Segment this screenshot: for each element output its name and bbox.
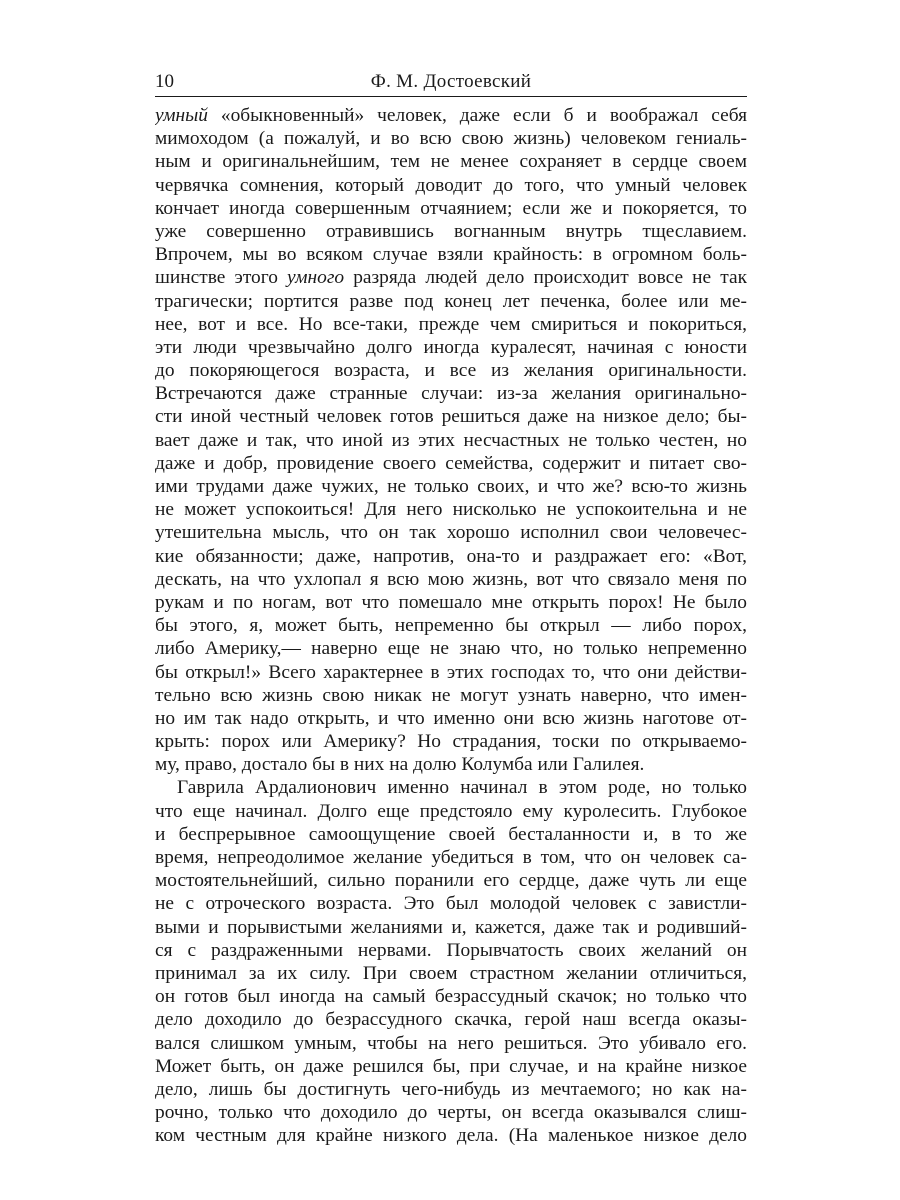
text-line [155,892,747,915]
running-title: Ф. М. Достоевский [370,71,532,92]
text-line [155,382,747,405]
text-segment: не может успокоиться! Для него нисколько не успокоительна и не [155,499,747,521]
text-line [155,475,747,498]
text-line [155,1078,747,1101]
text-line [155,429,747,452]
text-segment: время, непреодолимое желание убедиться в том, что он человек са- [155,847,747,868]
text-segment: тельно всю жизнь свою никак не могут узнать наверно, что имен- [155,684,747,706]
text-segment: даже и добр, провидение своего семейства, содержит и питает сво- [155,452,747,474]
text-segment: вался слишком умным, чтобы на него решиться. Это убивало его. [155,1032,747,1054]
text-segment: ими трудами даже чужих, не только своих, и что же? всю-то жизнь [155,476,747,497]
text-segment: дело, лишь бы достигнуть чего-нибудь из мечтаемого; но как на- [155,1078,747,1100]
text-line [155,336,747,359]
text-line [155,637,747,660]
emphasized-word: умного [287,267,345,289]
text-line [155,405,747,428]
text-line [155,684,747,707]
text-segment: ным и оригинальнейшим, тем не менее сохраняет в сердце своем [155,151,747,173]
text-segment: вает даже и так, что иной из этих несчастных не только честен, но [155,429,747,451]
text-segment: бы этого, я, может быть, непременно бы открыл — либо порох, [155,615,747,637]
paragraph [155,776,747,1147]
text-segment: мостоятельнейший, сильно поранили его сердце, даже чуть ли еще [155,870,747,892]
text-line [155,174,747,197]
text-segment: кие обязанности; даже, напротив, она-то и раздражает его: «Вот, [155,545,747,567]
text-segment: Встречаются даже странные случаи: из-за желания оригинально- [155,383,747,405]
text-segment: и беспрерывное самоощущение своей бесталанности и, в то же [155,823,747,845]
text-segment: Гаврила Ардалионович именно начинал в этом роде, но только [177,777,747,799]
text-line [155,1032,747,1055]
paragraph [155,104,747,776]
text-segment: ся с раздраженными нервами. Порывчатость своих желаний он [155,939,747,961]
text-segment: либо Америку,— наверно еще не знаю что, но только непременно [155,638,747,660]
text-line [155,800,747,823]
text-segment: разряда людей дело происходит вовсе не так [344,267,747,289]
text-segment: мимоходом (а пожалуй, и во всю свою жизнь) человеком гениаль- [155,128,747,150]
text-segment: не с отроческого возраста. Это был молодой человек с завистли- [155,893,747,915]
text-segment: ком честным для крайне низкого дела. (На маленькое низкое дело [155,1125,747,1147]
text-segment: но им так надо открыть, и что именно они всю жизнь наготове от- [155,707,747,729]
body-text [155,104,747,1147]
text-segment: сти иной честный человек готов решиться даже на низкое дело; бы- [155,406,747,428]
text-line [155,127,747,150]
text-line [155,521,747,544]
text-segment: трагически; портится разве под конец лет печенка, более или ме- [155,290,747,312]
text-line [155,753,747,776]
text-line [155,243,747,266]
text-line [155,498,747,521]
text-line [155,545,747,568]
text-segment: утешительна мысль, что он так хорошо исполнил свои человечес- [155,522,747,544]
page-number: 10 [155,71,174,92]
text-line [155,1008,747,1031]
text-segment: Впрочем, мы во всяком случае взяли крайность: в огромном боль- [155,244,747,266]
text-line [155,452,747,475]
text-segment: крыть: порох или Америку? Но страдания, тоски по открываемо- [155,731,747,753]
text-segment: Может быть, он даже решился бы, при случае, и на крайне низкое [155,1055,747,1077]
text-segment: червячка сомнения, который доводит до того, что умный человек [155,174,747,196]
text-segment: рукам и по ногам, вот что помешало мне открыть порох! Не было [155,591,747,613]
text-line [155,962,747,985]
text-line [155,939,747,962]
text-line [155,823,747,846]
text-segment: нее, вот и все. Но все-таки, прежде чем смириться и покориться, [155,313,747,335]
text-line [155,313,747,336]
header-rule [155,96,747,97]
text-line [155,104,747,127]
text-line [155,846,747,869]
text-line [155,661,747,684]
text-line [155,985,747,1008]
text-segment: он готов был иногда на самый безрассудный скачок; но только что [155,986,747,1008]
text-line [155,220,747,243]
text-line [155,1055,747,1078]
text-segment: рочно, только что доходило до черты, он всегда оказывался слиш- [155,1102,747,1124]
text-line [155,869,747,892]
text-segment: до покоряющегося возраста, и все из желания оригинальности. [155,360,747,382]
emphasized-word: умный [155,105,208,126]
text-segment: эти люди чрезвычайно долго иногда куралесят, начиная с юности [155,336,747,358]
text-segment: шинстве этого [155,267,288,289]
text-line [155,707,747,730]
text-segment: что еще начинал. Долго еще предстояло ему куролесить. Глубокое [155,800,747,822]
running-head [155,70,747,94]
text-line [155,776,747,799]
text-line [155,1124,747,1147]
text-segment: кончает иногда совершенным отчаянием; если же и покоряется, то [155,197,747,219]
text-segment: «обыкновенный» человек, даже если б и воображал себя [207,105,747,126]
text-line [155,916,747,939]
text-line [155,568,747,591]
text-segment: дело доходило до безрассудного скачка, герой наш всегда оказы- [155,1009,747,1031]
text-segment: уже совершенно отравившись вогнанным внутрь тщеславием. [155,220,747,242]
text-segment: дескать, на что ухлопал я всю мою жизнь, вот что связало меня по [155,568,747,590]
text-segment: выми и порывистыми желаниями и, кажется, даже так и родивший- [155,916,747,938]
text-line [155,359,747,382]
text-line [155,197,747,220]
text-segment: му, право, достало бы в них на долю Колумба или Галилея. [155,754,645,776]
text-segment: принимал за их силу. При своем страстном желании отличиться, [155,962,747,984]
text-line [155,1101,747,1124]
text-line [155,266,747,289]
text-line [155,150,747,173]
text-line [155,614,747,637]
text-segment: бы открыл!» Всего характернее в этих господах то, что они действи- [155,661,747,683]
text-line [155,591,747,614]
text-line [155,290,747,313]
text-line [155,730,747,753]
